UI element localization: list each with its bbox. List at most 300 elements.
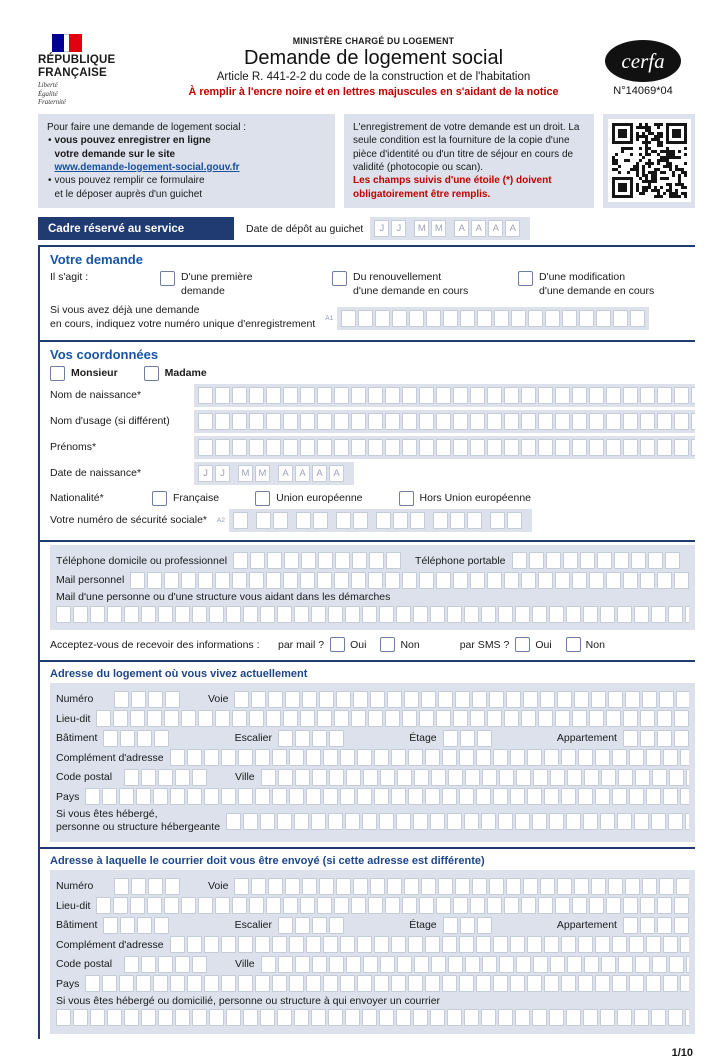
- char-box[interactable]: [402, 710, 417, 727]
- char-box[interactable]: [311, 606, 326, 623]
- char-box[interactable]: [447, 813, 462, 830]
- char-box[interactable]: [368, 413, 383, 430]
- char-box[interactable]: [148, 691, 163, 708]
- char-box[interactable]: [255, 788, 270, 805]
- char-box[interactable]: [215, 572, 230, 589]
- char-box[interactable]: [113, 710, 128, 727]
- char-box[interactable]: [313, 512, 328, 529]
- char-box[interactable]: [255, 936, 270, 953]
- char-box[interactable]: [283, 572, 298, 589]
- char-box[interactable]: [187, 936, 202, 953]
- char-box[interactable]: [419, 572, 434, 589]
- char-box[interactable]: [141, 769, 156, 786]
- char-box[interactable]: [267, 552, 282, 569]
- char-box[interactable]: [260, 813, 275, 830]
- char-box[interactable]: [642, 691, 657, 708]
- checkbox-union-europeenne[interactable]: [255, 491, 270, 506]
- char-box[interactable]: [614, 552, 629, 569]
- char-box[interactable]: [538, 572, 553, 589]
- char-box[interactable]: [510, 788, 525, 805]
- char-box[interactable]: [391, 749, 406, 766]
- char-box[interactable]: [300, 710, 315, 727]
- char-box[interactable]: [555, 710, 570, 727]
- char-box[interactable]: [680, 788, 689, 805]
- char-box[interactable]: [204, 788, 219, 805]
- char-box[interactable]: [368, 710, 383, 727]
- char-box[interactable]: [567, 769, 582, 786]
- char-box[interactable]: [549, 813, 564, 830]
- char-box[interactable]: [477, 310, 492, 327]
- char-box[interactable]: [317, 897, 332, 914]
- char-box[interactable]: [209, 606, 224, 623]
- char-box[interactable]: [663, 788, 678, 805]
- char-box[interactable]: [317, 413, 332, 430]
- char-box[interactable]: [323, 975, 338, 992]
- char-box[interactable]: [498, 606, 513, 623]
- char-box[interactable]: [425, 975, 440, 992]
- char-box[interactable]: [268, 691, 283, 708]
- char-box[interactable]: [583, 813, 598, 830]
- char-box[interactable]: [657, 730, 672, 747]
- char-box[interactable]: [459, 788, 474, 805]
- char-box[interactable]: [631, 552, 646, 569]
- char-box[interactable]: [368, 439, 383, 456]
- char-box[interactable]: [648, 552, 663, 569]
- char-box[interactable]: [295, 769, 310, 786]
- char-box[interactable]: [640, 387, 655, 404]
- char-box[interactable]: [510, 749, 525, 766]
- char-box[interactable]: [351, 572, 366, 589]
- char-box[interactable]: [578, 936, 593, 953]
- char-box[interactable]: J: [391, 220, 406, 237]
- char-box[interactable]: [374, 788, 389, 805]
- char-box[interactable]: [657, 439, 672, 456]
- char-box[interactable]: [346, 956, 361, 973]
- char-box[interactable]: [85, 975, 100, 992]
- char-box[interactable]: [686, 769, 689, 786]
- char-box[interactable]: [295, 956, 310, 973]
- char-box[interactable]: [623, 439, 638, 456]
- char-box[interactable]: [470, 413, 485, 430]
- checkbox-mail-non[interactable]: [380, 637, 395, 652]
- char-box[interactable]: [640, 710, 655, 727]
- char-box[interactable]: [540, 878, 555, 895]
- char-box[interactable]: [170, 936, 185, 953]
- char-box[interactable]: [397, 769, 412, 786]
- char-box[interactable]: [516, 956, 531, 973]
- char-box[interactable]: [402, 387, 417, 404]
- char-box[interactable]: [306, 975, 321, 992]
- char-box[interactable]: [674, 572, 689, 589]
- char-box[interactable]: [192, 956, 207, 973]
- char-box[interactable]: [266, 387, 281, 404]
- char-box[interactable]: [387, 878, 402, 895]
- char-box[interactable]: [574, 878, 589, 895]
- char-box[interactable]: [374, 975, 389, 992]
- char-box[interactable]: [181, 572, 196, 589]
- char-box[interactable]: [430, 813, 445, 830]
- char-box[interactable]: [561, 975, 576, 992]
- char-box[interactable]: [489, 878, 504, 895]
- char-box[interactable]: [601, 769, 616, 786]
- char-box[interactable]: [295, 917, 310, 934]
- char-box[interactable]: [363, 769, 378, 786]
- char-box[interactable]: [578, 788, 593, 805]
- char-box[interactable]: [657, 710, 672, 727]
- char-box[interactable]: [606, 572, 621, 589]
- char-box[interactable]: [268, 878, 283, 895]
- char-box[interactable]: [192, 769, 207, 786]
- char-box[interactable]: [266, 710, 281, 727]
- char-box[interactable]: [397, 956, 412, 973]
- char-box[interactable]: [640, 730, 655, 747]
- char-box[interactable]: [328, 813, 343, 830]
- char-box[interactable]: [572, 572, 587, 589]
- char-box[interactable]: [487, 387, 502, 404]
- char-box[interactable]: [260, 606, 275, 623]
- char-box[interactable]: [215, 897, 230, 914]
- char-box[interactable]: [674, 897, 689, 914]
- char-box[interactable]: [443, 310, 458, 327]
- char-box[interactable]: [369, 552, 384, 569]
- char-box[interactable]: [137, 917, 152, 934]
- char-box[interactable]: [148, 878, 163, 895]
- char-box[interactable]: [414, 769, 429, 786]
- char-box[interactable]: [419, 413, 434, 430]
- char-box[interactable]: [443, 917, 458, 934]
- char-box[interactable]: [453, 897, 468, 914]
- char-box[interactable]: [572, 710, 587, 727]
- char-box[interactable]: [278, 956, 293, 973]
- checkbox-sms-non[interactable]: [566, 637, 581, 652]
- char-box[interactable]: [387, 691, 402, 708]
- char-box[interactable]: [232, 710, 247, 727]
- char-box[interactable]: [487, 710, 502, 727]
- char-box[interactable]: [368, 897, 383, 914]
- char-box[interactable]: [578, 749, 593, 766]
- char-box[interactable]: [340, 936, 355, 953]
- char-box[interactable]: [515, 606, 530, 623]
- char-box[interactable]: [130, 710, 145, 727]
- char-box[interactable]: [680, 749, 689, 766]
- char-box[interactable]: M: [238, 465, 253, 482]
- char-box[interactable]: [334, 387, 349, 404]
- char-box[interactable]: [402, 572, 417, 589]
- char-box[interactable]: [606, 897, 621, 914]
- char-box[interactable]: [464, 606, 479, 623]
- char-box[interactable]: [141, 956, 156, 973]
- char-box[interactable]: [538, 897, 553, 914]
- char-box[interactable]: [351, 710, 366, 727]
- char-box[interactable]: [561, 788, 576, 805]
- char-box[interactable]: [396, 606, 411, 623]
- char-box[interactable]: [289, 788, 304, 805]
- char-box[interactable]: A: [454, 220, 469, 237]
- char-box[interactable]: [455, 691, 470, 708]
- char-box[interactable]: [402, 897, 417, 914]
- char-box[interactable]: [601, 956, 616, 973]
- char-box[interactable]: [482, 956, 497, 973]
- char-box[interactable]: [300, 897, 315, 914]
- checkbox-mail-oui[interactable]: [330, 637, 345, 652]
- char-box[interactable]: [103, 730, 118, 747]
- char-box[interactable]: [181, 710, 196, 727]
- char-box[interactable]: [493, 788, 508, 805]
- char-box[interactable]: [375, 310, 390, 327]
- char-box[interactable]: [453, 413, 468, 430]
- char-box[interactable]: [329, 956, 344, 973]
- char-box[interactable]: [476, 788, 491, 805]
- char-box[interactable]: [340, 788, 355, 805]
- char-box[interactable]: [629, 788, 644, 805]
- char-box[interactable]: [674, 439, 689, 456]
- char-box[interactable]: [289, 749, 304, 766]
- char-box[interactable]: [674, 917, 689, 934]
- char-box[interactable]: [187, 975, 202, 992]
- char-box[interactable]: [370, 878, 385, 895]
- char-box[interactable]: [669, 769, 684, 786]
- char-box[interactable]: [651, 606, 666, 623]
- char-box[interactable]: [460, 310, 475, 327]
- char-box[interactable]: [606, 413, 621, 430]
- char-box[interactable]: [555, 413, 570, 430]
- char-box[interactable]: [477, 917, 492, 934]
- char-box[interactable]: [249, 387, 264, 404]
- char-box[interactable]: [272, 788, 287, 805]
- char-box[interactable]: [413, 813, 428, 830]
- char-box[interactable]: [233, 552, 248, 569]
- char-box[interactable]: [370, 691, 385, 708]
- char-box[interactable]: [668, 606, 683, 623]
- char-box[interactable]: [120, 730, 135, 747]
- char-box[interactable]: [215, 439, 230, 456]
- char-box[interactable]: [312, 917, 327, 934]
- char-box[interactable]: [436, 710, 451, 727]
- char-box[interactable]: [583, 606, 598, 623]
- char-box[interactable]: [306, 936, 321, 953]
- char-box[interactable]: [261, 956, 276, 973]
- char-box[interactable]: [376, 512, 391, 529]
- char-box[interactable]: [336, 691, 351, 708]
- char-box[interactable]: M: [414, 220, 429, 237]
- char-box[interactable]: [317, 572, 332, 589]
- char-box[interactable]: [238, 975, 253, 992]
- char-box[interactable]: [204, 975, 219, 992]
- char-box[interactable]: [555, 572, 570, 589]
- char-box[interactable]: [232, 413, 247, 430]
- char-box[interactable]: [436, 572, 451, 589]
- char-box[interactable]: [470, 897, 485, 914]
- char-box[interactable]: [419, 897, 434, 914]
- char-box[interactable]: [164, 572, 179, 589]
- char-box[interactable]: [170, 788, 185, 805]
- char-box[interactable]: [391, 975, 406, 992]
- char-box[interactable]: [476, 749, 491, 766]
- char-box[interactable]: [600, 813, 615, 830]
- char-box[interactable]: [532, 813, 547, 830]
- char-box[interactable]: [103, 917, 118, 934]
- checkbox-madame[interactable]: [144, 366, 159, 381]
- char-box[interactable]: [557, 691, 572, 708]
- char-box[interactable]: [319, 878, 334, 895]
- char-box[interactable]: [521, 439, 536, 456]
- char-box[interactable]: [580, 552, 595, 569]
- char-box[interactable]: [256, 512, 271, 529]
- char-box[interactable]: [300, 439, 315, 456]
- char-box[interactable]: [102, 788, 117, 805]
- char-box[interactable]: [181, 897, 196, 914]
- char-box[interactable]: [391, 788, 406, 805]
- char-box[interactable]: [506, 691, 521, 708]
- char-box[interactable]: [165, 878, 180, 895]
- char-box[interactable]: [323, 788, 338, 805]
- char-box[interactable]: [574, 691, 589, 708]
- char-box[interactable]: [385, 572, 400, 589]
- char-box[interactable]: [312, 730, 327, 747]
- char-box[interactable]: [334, 413, 349, 430]
- char-box[interactable]: [226, 606, 241, 623]
- char-box[interactable]: [591, 878, 606, 895]
- checkbox-francaise[interactable]: [152, 491, 167, 506]
- char-box[interactable]: [612, 936, 627, 953]
- char-box[interactable]: [572, 387, 587, 404]
- char-box[interactable]: [674, 413, 689, 430]
- char-box[interactable]: [674, 387, 689, 404]
- char-box[interactable]: [465, 956, 480, 973]
- char-box[interactable]: [419, 387, 434, 404]
- char-box[interactable]: [623, 572, 638, 589]
- char-box[interactable]: [608, 878, 623, 895]
- char-box[interactable]: [572, 413, 587, 430]
- char-box[interactable]: [391, 936, 406, 953]
- char-box[interactable]: [640, 917, 655, 934]
- char-box[interactable]: [192, 606, 207, 623]
- char-box[interactable]: [659, 878, 674, 895]
- char-box[interactable]: [498, 813, 513, 830]
- char-box[interactable]: [595, 936, 610, 953]
- char-box[interactable]: [204, 936, 219, 953]
- char-box[interactable]: [521, 897, 536, 914]
- char-box[interactable]: [85, 788, 100, 805]
- char-box[interactable]: [334, 439, 349, 456]
- char-box[interactable]: [663, 936, 678, 953]
- char-box[interactable]: [414, 956, 429, 973]
- char-box[interactable]: [634, 606, 649, 623]
- char-box[interactable]: [233, 512, 248, 529]
- char-box[interactable]: [408, 788, 423, 805]
- char-box[interactable]: [476, 975, 491, 992]
- char-box[interactable]: [392, 310, 407, 327]
- char-box[interactable]: [453, 387, 468, 404]
- char-box[interactable]: [362, 813, 377, 830]
- char-box[interactable]: [617, 606, 632, 623]
- char-box[interactable]: [379, 606, 394, 623]
- char-box[interactable]: [283, 710, 298, 727]
- char-box[interactable]: [538, 387, 553, 404]
- char-box[interactable]: [114, 691, 129, 708]
- char-box[interactable]: [504, 387, 519, 404]
- char-box[interactable]: [618, 956, 633, 973]
- char-box[interactable]: [455, 878, 470, 895]
- char-box[interactable]: [533, 956, 548, 973]
- char-box[interactable]: [329, 917, 344, 934]
- char-box[interactable]: [175, 769, 190, 786]
- char-box[interactable]: [545, 310, 560, 327]
- char-box[interactable]: [563, 552, 578, 569]
- char-box[interactable]: [353, 512, 368, 529]
- char-box[interactable]: [328, 606, 343, 623]
- char-box[interactable]: [635, 769, 650, 786]
- char-box[interactable]: [131, 878, 146, 895]
- char-box[interactable]: [175, 606, 190, 623]
- char-box[interactable]: [472, 691, 487, 708]
- char-box[interactable]: [289, 936, 304, 953]
- char-box[interactable]: [669, 956, 684, 973]
- char-box[interactable]: [549, 606, 564, 623]
- char-box[interactable]: [306, 749, 321, 766]
- char-box[interactable]: [170, 749, 185, 766]
- char-box[interactable]: [591, 691, 606, 708]
- char-box[interactable]: J: [374, 220, 389, 237]
- char-box[interactable]: [232, 439, 247, 456]
- char-box[interactable]: [584, 769, 599, 786]
- char-box[interactable]: [646, 749, 661, 766]
- char-box[interactable]: [136, 975, 151, 992]
- char-box[interactable]: [521, 387, 536, 404]
- char-box[interactable]: [589, 897, 604, 914]
- char-box[interactable]: [277, 813, 292, 830]
- char-box[interactable]: [351, 387, 366, 404]
- char-box[interactable]: [596, 310, 611, 327]
- char-box[interactable]: [521, 572, 536, 589]
- char-box[interactable]: [465, 769, 480, 786]
- char-box[interactable]: [336, 878, 351, 895]
- char-box[interactable]: [507, 512, 522, 529]
- char-box[interactable]: [538, 710, 553, 727]
- char-box[interactable]: [606, 387, 621, 404]
- char-box[interactable]: [358, 310, 373, 327]
- char-box[interactable]: [676, 691, 689, 708]
- char-box[interactable]: [374, 749, 389, 766]
- char-box[interactable]: [300, 572, 315, 589]
- char-box[interactable]: [629, 749, 644, 766]
- char-box[interactable]: [329, 730, 344, 747]
- char-box[interactable]: [345, 813, 360, 830]
- char-box[interactable]: [464, 813, 479, 830]
- char-box[interactable]: [533, 769, 548, 786]
- char-box[interactable]: [147, 572, 162, 589]
- char-box[interactable]: [453, 572, 468, 589]
- char-box[interactable]: [544, 749, 559, 766]
- char-box[interactable]: [527, 788, 542, 805]
- char-box[interactable]: [578, 975, 593, 992]
- char-box[interactable]: [447, 606, 462, 623]
- char-box[interactable]: [409, 310, 424, 327]
- char-box[interactable]: [198, 439, 213, 456]
- char-box[interactable]: [323, 936, 338, 953]
- char-box[interactable]: [232, 572, 247, 589]
- char-box[interactable]: [198, 387, 213, 404]
- char-box[interactable]: A: [312, 465, 327, 482]
- char-box[interactable]: [410, 512, 425, 529]
- char-box[interactable]: [487, 413, 502, 430]
- char-box[interactable]: [438, 878, 453, 895]
- char-box[interactable]: [691, 413, 695, 430]
- char-box[interactable]: [676, 878, 689, 895]
- char-box[interactable]: [283, 413, 298, 430]
- char-box[interactable]: [278, 769, 293, 786]
- char-box[interactable]: [521, 710, 536, 727]
